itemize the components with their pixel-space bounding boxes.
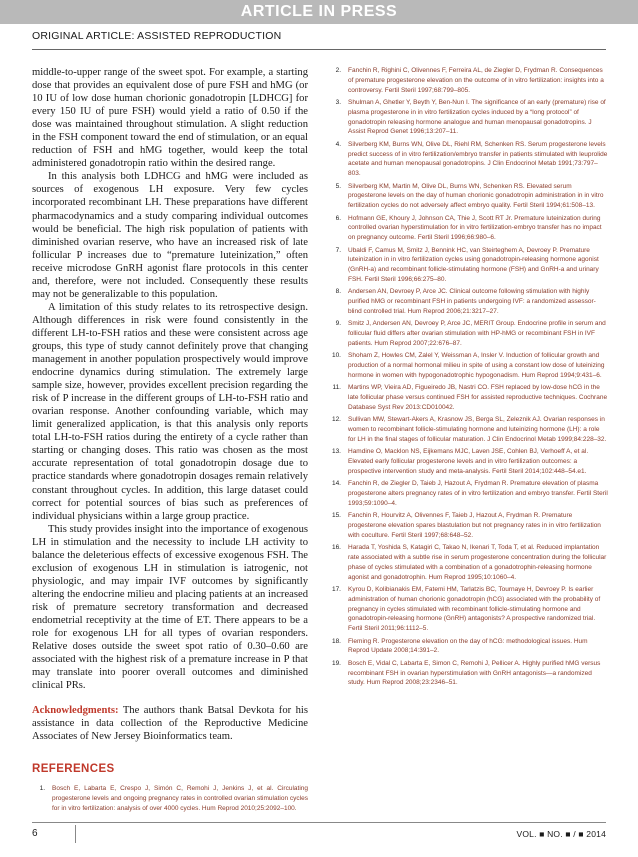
reference-item	[328, 319, 608, 348]
reference-item	[328, 351, 608, 380]
reference-text[interactable]: Kyrou D, Kolibianakis EM, Fatemi HM, Tarlatzis BC, Tournaye H, Devroey P. Is earlier administration of human chorionic gonadotropin (hCG) associated with the probability of pregnancy in cycles stimulated with recombinant follicle-stimulating hormone and gonadotropin-releasing hormone (GnRH) antagonists? A prospective randomized trial. Fertil Steril 2011;96:1112–5.	[348, 585, 601, 633]
reference-number: 3.	[335, 98, 341, 106]
reference-text[interactable]: Fanchin R, Righini C, Olivennes F, Ferreira AL, de Ziegler D, Frydman R. Consequences of premature progesterone elevation on the outcome of in vitro fertilization: insights into a controversy. Fertil Steril 1997;68:799–805.	[348, 67, 604, 94]
reference-number: 1.	[39, 785, 45, 793]
reference-number: 6.	[335, 214, 341, 222]
body-paragraph: In this analysis both LDHCG and hMG were included as sources of exogenous LH exposure. Very few cycles incorporated recombinant LH. These preparations have different pharmacodynamics and a study comparing individual outcomes would be beneficial. The high risk population of patients with diminished ovarian reserve, who have an increased risk of late follicular P increases due to “premature luteinization,” often receive microdose GnRH agonist flare protocols in this center and, therefore, were not included. Consequently these results may not be generalizable to this population.	[32, 171, 308, 300]
reference-number: 17.	[331, 585, 341, 593]
reference-item	[328, 585, 608, 634]
reference-text[interactable]: Fleming R. Progesterone elevation on the day of hCG: methodological issues. Hum Reprod Update 2008;14:391–2.	[348, 637, 588, 655]
header-rule	[32, 49, 606, 50]
reference-text[interactable]: Ubaldi F, Camus M, Smitz J, Bennink HC, van Steirteghem A, Devroey P. Premature luteinization in in vitro fertilization cycles using gonadotropin-releasing hormone agonist (GnRH-a) and recombinant follicle-stimulating hormone (FSH) and GnRH-a and urinary FSH. Fertil Steril 1996;66:275–80.	[348, 246, 599, 283]
reference-item	[328, 659, 608, 688]
reference-number: 14.	[331, 480, 341, 488]
reference-text[interactable]: Bosch E, Vidal C, Labarta E, Simon C, Remohi J, Pellicer A. Highly purified hMG versus recombinant FSH in ovarian hyperstimulation with GnRH antagonists—a randomized study. Hum Reprod 2008;23:2346–51.	[348, 659, 601, 687]
reference-item	[328, 415, 608, 444]
section-label: ORIGINAL ARTICLE: ASSISTED REPRODUCTION	[32, 30, 282, 42]
reference-item	[328, 479, 608, 508]
reference-number: 2.	[335, 67, 341, 74]
reference-number: 10.	[331, 352, 341, 360]
footer-divider	[75, 825, 76, 843]
reference-item	[328, 287, 608, 316]
reference-number: 15.	[331, 512, 341, 520]
acknowledgments-heading: Acknowledgments:	[32, 705, 119, 717]
acknowledgments-text: The authors thank Batsal Devkota for his assistance in data collection of the Reproductive Medicine Associates of New Jersey Bioinformatics team.	[32, 705, 308, 743]
volume-issue: VOL. ■ NO. ■ / ■ 2014	[516, 829, 606, 839]
reference-list-left	[32, 784, 308, 813]
reference-item	[328, 447, 608, 476]
right-column	[328, 66, 608, 691]
reference-text[interactable]: Hamdine O, Macklon NS, Eijkemans MJC, Laven JSE, Cohlen BJ, Verhoeff A, et al. Elevated early follicular progesterone levels and in vitro fertilization outcomes: a prospective intervention study and meta-analysis. Fertil Steril 2014;102:448–54.e1.	[348, 448, 589, 475]
reference-number: 16.	[331, 544, 341, 552]
reference-item	[328, 98, 608, 137]
footer-rule	[32, 822, 606, 823]
reference-number: 19.	[331, 659, 341, 667]
reference-item	[328, 246, 608, 285]
left-column	[32, 66, 308, 816]
reference-item	[328, 140, 608, 179]
reference-number: 8.	[335, 288, 341, 296]
body-paragraph: middle-to-upper range of the sweet spot. For example, a starting dose that provides an equivalent dose of pure FSH and hMG (or 10 IU of low dose human chorionic gonadotropin [LDHCG] for every 150 IU of pure FSH) would yield a ratio of 0.50 if the dose was maintained throughout stimulation. A slight reduction in the FSH component toward the end of stimulation, or an equal reduction of FSH and hMG together, would keep the total administered gonadotropin ratio within the desired range.	[32, 67, 308, 170]
reference-text[interactable]: Fanchin R, de Ziegler D, Taieb J, Hazout A, Frydman R. Premature elevation of plasma progesterone alters pregnancy rates of in vitro fertilization and embryo transfer. Fertil Steril 1993;59:1090–4.	[348, 480, 608, 507]
reference-text[interactable]: Silverberg KM, Martin M, Olive DL, Burns WN, Schenken RS. Elevated serum progesterone levels on the day of human chorionic gonadotropin administration in in vitro fertilization cycles do not adversely affect embryo quality. Fertil Steril 1994;61:508–13.	[348, 182, 604, 210]
reference-number: 9.	[335, 320, 341, 328]
reference-number: 13.	[331, 448, 341, 456]
article-in-press-banner: ARTICLE IN PRESS	[0, 0, 638, 24]
reference-text[interactable]: Fanchin R, Hourvitz A, Olivennes F, Taieb J, Hazout A, Frydman R. Premature progesterone elevation spares blastulation but not pregnancy rates in in vitro fertilization with coculture. Fertil Steril 1997;68:648–52.	[348, 512, 601, 539]
acknowledgments	[32, 704, 308, 743]
reference-text[interactable]: Smitz J, Andersen AN, Devroey P, Arce JC, MERIT Group. Endocrine profile in serum and follicular fluid differs after ovarian stimulation with HP-hMG or recombinant FSH in IVF patients. Hum Reprod 2007;22:676–87.	[348, 320, 606, 347]
body-paragraph: This study provides insight into the importance of exogenous LH in stimulation and the necessity to include LH activity to balance the deleterious effects of excessive exogenous FSH. The exclusion of exogenous LH in stimulation is iatrogenic, not physiologic, and may impair IVF outcomes by significantly altering the endocrine milieu and placing patients at an increased risk of premature secretory transformation and decreased endometrial receptivity at the time of ET. There appears to be a role for exogenous LH for all types of ovarian responders. Relative doses outside the sweet spot ratio of 0.30–0.60 are associated with the highest risk of a premature increase in P that may translate into poorer overall outcomes and diminished clinical PRs.	[32, 523, 308, 692]
reference-text[interactable]: Harada T, Yoshida S, Katagiri C, Takao N, Ikenari T, Toda T, et al. Reduced implantation rate associated with a subtle rise in serum progesterone concentration during the follicular phase of cycles stimulated with a combination of a gonadotrophin-releasing hormone agonist and gonadotrophin. Hum Reprod 1995;10:1060–4.	[348, 544, 607, 581]
reference-item	[32, 784, 308, 813]
references-title: REFERENCES	[32, 763, 115, 776]
reference-number: 11.	[332, 384, 341, 392]
reference-text[interactable]: Andersen AN, Devroey P, Arce JC. Clinical outcome following stimulation with highly purified hMG or recombinant FSH in patients undergoing IVF: a randomized assessor-blind controlled trial. Hum Reprod 2006;21:3217–27.	[348, 288, 596, 315]
reference-text[interactable]: Sullivan MW, Stewart-Akers A, Krasnow JS, Berga SL, Zeleznik AJ. Ovarian responses in women to recombinant follicle-stimulating hormone and luteinizing hormone (LH): a role for LH in the final stages of follicular maturation. J Clin Endocrinol Metab 1999;84:228–32.	[348, 416, 607, 443]
reference-item	[328, 182, 608, 211]
reference-text[interactable]: Bosch E, Labarta E, Crespo J, Simón C, Remohi J, Jenkins J, et al. Circulating progesterone levels and ongoing pregnancy rates in controlled ovarian stimulation cycles for in vitro fertilization: analysis of over 4000 cycles. Hum Reprod 2010;25:2092–100.	[52, 785, 308, 813]
reference-number: 4.	[335, 140, 341, 148]
reference-text[interactable]: Silverberg KM, Burns WN, Olive DL, Riehl RM, Schenken RS. Serum progesterone levels predict success of in vitro fertilization/embryo transfer in patients stimulated with leuprolide acetate and human menopausal gonadotropins. J Clin Endocrinol Metab 1991;73:797–803.	[348, 140, 608, 178]
reference-text[interactable]: Shulman A, Ghetler Y, Beyth Y, Ben-Nun I. The significance of an early (premature) rise of plasma progesterone in in vitro fertilization cycles induced by a “long protocol” of gonadotropin releasing hormone analogue and human menopausal gonadotropins. J Assist Reprod Genet 1996;13:207–11.	[348, 98, 606, 136]
reference-number: 18.	[331, 637, 341, 645]
page-number: 6	[32, 828, 38, 839]
reference-number: 5.	[335, 182, 341, 190]
reference-item	[328, 543, 608, 582]
reference-number: 7.	[335, 246, 341, 254]
reference-item	[328, 511, 608, 540]
reference-item	[328, 214, 608, 243]
reference-text[interactable]: Hofmann GE, Khoury J, Johnson CA, Thie J, Scott RT Jr. Premature luteinization during controlled ovarian hyperstimulation for in vitro fertilization-embryo transfer has no impact on pregnancy outcome. Fertil Steril 1996;66:980–6.	[348, 214, 602, 242]
reference-list-right	[328, 66, 608, 688]
reference-item	[328, 383, 608, 412]
reference-item	[328, 66, 608, 95]
reference-text[interactable]: Shoham Z, Howles CM, Zalel Y, Weissman A, Insler V. Induction of follicular growth and production of a normal hormonal milieu in spite of using a constant low dose of luteinizing hormone in women with hypogonadotrophic hypogonadism. Hum Reprod 1994;9:431–6.	[348, 352, 605, 379]
reference-text[interactable]: Martins WP, Vieira AD, Figueiredo JB, Nastri CO. FSH replaced by low-dose hCG in the late follicular phase versus continued FSH for assisted reproductive techniques. Cochrane Database Syst Rev 2013:CD010042.	[348, 384, 608, 411]
reference-item	[328, 637, 608, 657]
body-paragraph: A limitation of this study relates to its retrospective design. Although differences in risk were found consistently in the different LH-to-FSH ratios and these were consistent across age groups, this type of study cannot definitely prove that changing management in another population prospectively would improve endocrine dynamics during stimulation. The extremely large sample size, however, provides excellent precision regarding the risk of P increase in the different groups of LH-to-FSH ratio and ovarian response. Another confounding variable, which may limit generalized application, is that this analysis only reports total LH-to-FSH ratios during the entirety of a cycle rather than starting or changing doses. This ratio was chosen as the most accurate representation of total gonadotropin dosage due to practice standards where gonadotropin dosages remain relatively constant throughout cycles. In addition, this large dataset could correct for potential sources of bias such as preferences of individual physicians within a large group practice.	[32, 301, 308, 522]
reference-number: 12.	[331, 416, 341, 424]
